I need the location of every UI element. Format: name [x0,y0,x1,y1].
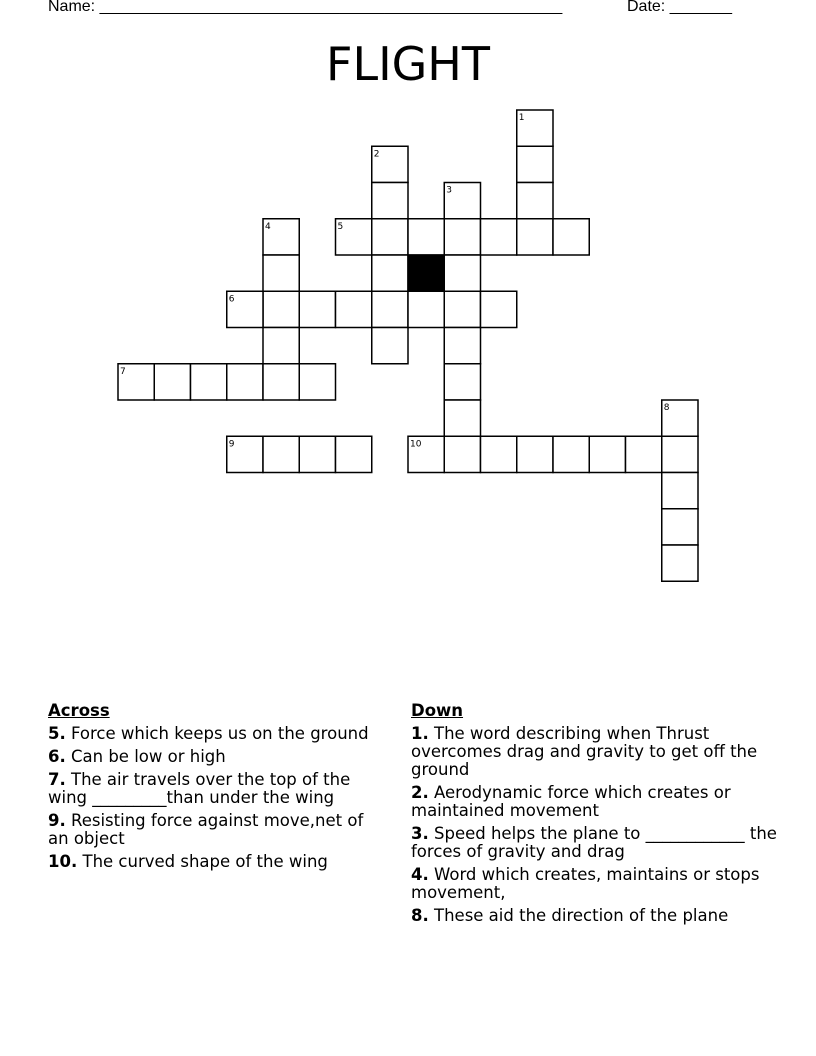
grid-cell[interactable] [154,364,190,400]
clue-across-6 [48,748,388,766]
grid-cell[interactable] [372,183,408,219]
clue-text: Word which creates, maintains or stops movement, [411,865,760,902]
grid-cell[interactable] [517,219,553,255]
grid-cell[interactable] [372,219,408,255]
grid-cell[interactable] [444,436,480,472]
cell-number: 6 [228,294,235,305]
grid-cell[interactable] [408,291,444,327]
grid-cell[interactable] [191,364,227,400]
clue-down-2 [411,784,781,820]
grid-cell[interactable] [444,328,480,364]
grid-cell[interactable] [517,146,553,182]
grid-cell[interactable] [299,291,335,327]
grid-cell[interactable] [662,509,698,545]
clue-text: Resisting force against move,net of an object [48,811,364,848]
down-heading: Down [411,701,464,720]
clue-down-3 [411,825,781,861]
grid-cell[interactable] [444,400,480,436]
cell-number: 3 [446,185,452,196]
grid-cell[interactable] [263,436,299,472]
clue-text: The air travels over the top of the wing _________than under the wing [48,770,351,807]
grid-cell[interactable] [372,328,408,364]
clue-text: Force which keeps us on the ground [71,724,369,743]
clue-number: 6. [48,747,66,766]
grid-cell[interactable] [299,436,335,472]
cell-number: 8 [663,403,670,413]
grid-cell[interactable] [263,364,299,400]
clue-number: 9. [48,811,66,830]
clue-text: These aid the direction of the plane [434,906,729,925]
cell-number: 7 [120,366,126,377]
grid-cell[interactable] [336,436,372,472]
cell-number: 4 [265,221,271,232]
clue-number: 8. [411,906,429,925]
cell-number: 5 [337,221,344,232]
cell-number: 10 [410,439,422,450]
clue-across-9 [48,812,388,848]
clue-number: 1. [411,724,429,743]
clue-text: The curved shape of the wing [82,852,328,871]
grid-cell[interactable] [263,328,299,364]
clue-down-8 [411,907,781,925]
across-clues [48,702,388,876]
grid-cell[interactable] [336,291,372,327]
clue-text: Speed helps the plane to ____________ the forces of gravity and drag [411,824,777,861]
grid-cell[interactable] [444,364,480,400]
clue-text: Can be low or high [71,747,226,766]
clue-number: 5. [48,724,66,743]
name-field-label[interactable]: Name: ____________________________________________________ [48,0,563,15]
grid-cell[interactable] [662,545,698,581]
clue-across-7 [48,771,388,807]
grid-cell[interactable] [517,183,553,219]
puzzle-title: FLIGHT [326,37,490,91]
grid-cell[interactable] [589,436,625,472]
grid-cell[interactable] [553,219,589,255]
grid-cell[interactable] [444,219,480,255]
clue-number: 4. [411,865,429,884]
clue-across-5 [48,725,388,743]
clue-text: The word describing when Thrust overcomes drag and gravity to get off the ground [411,724,758,779]
grid-cell[interactable] [372,255,408,291]
grid-cell[interactable] [444,291,480,327]
grid-cell[interactable] [626,436,662,472]
down-clues [411,702,781,930]
grid-cell[interactable] [263,291,299,327]
clue-number: 7. [48,770,66,789]
across-heading: Across [48,701,110,720]
clue-across-10 [48,853,388,871]
grid-cell[interactable] [481,219,517,255]
grid-cell[interactable] [299,364,335,400]
clue-number: 3. [411,824,429,843]
grid-cell[interactable] [481,436,517,472]
clue-number: 10. [48,852,78,871]
cell-number: 1 [518,113,525,123]
grid-cell[interactable] [517,436,553,472]
blocked-cell [408,255,444,291]
grid-cell[interactable] [662,436,698,472]
cell-number: 2 [373,149,380,160]
grid-cell[interactable] [372,291,408,327]
cell-number: 9 [228,439,235,450]
clue-down-4 [411,866,781,902]
grid-cell[interactable] [662,473,698,509]
grid-cell[interactable] [444,255,480,291]
grid-cell[interactable] [408,219,444,255]
date-field-label[interactable]: Date: _______ [627,0,732,15]
grid-cell[interactable] [481,291,517,327]
grid-cell[interactable] [553,436,589,472]
grid-cell[interactable] [227,364,263,400]
grid-cell[interactable] [263,255,299,291]
clue-number: 2. [411,783,429,802]
clue-down-1 [411,725,781,779]
clue-text: Aerodynamic force which creates or maintained movement [411,783,731,820]
